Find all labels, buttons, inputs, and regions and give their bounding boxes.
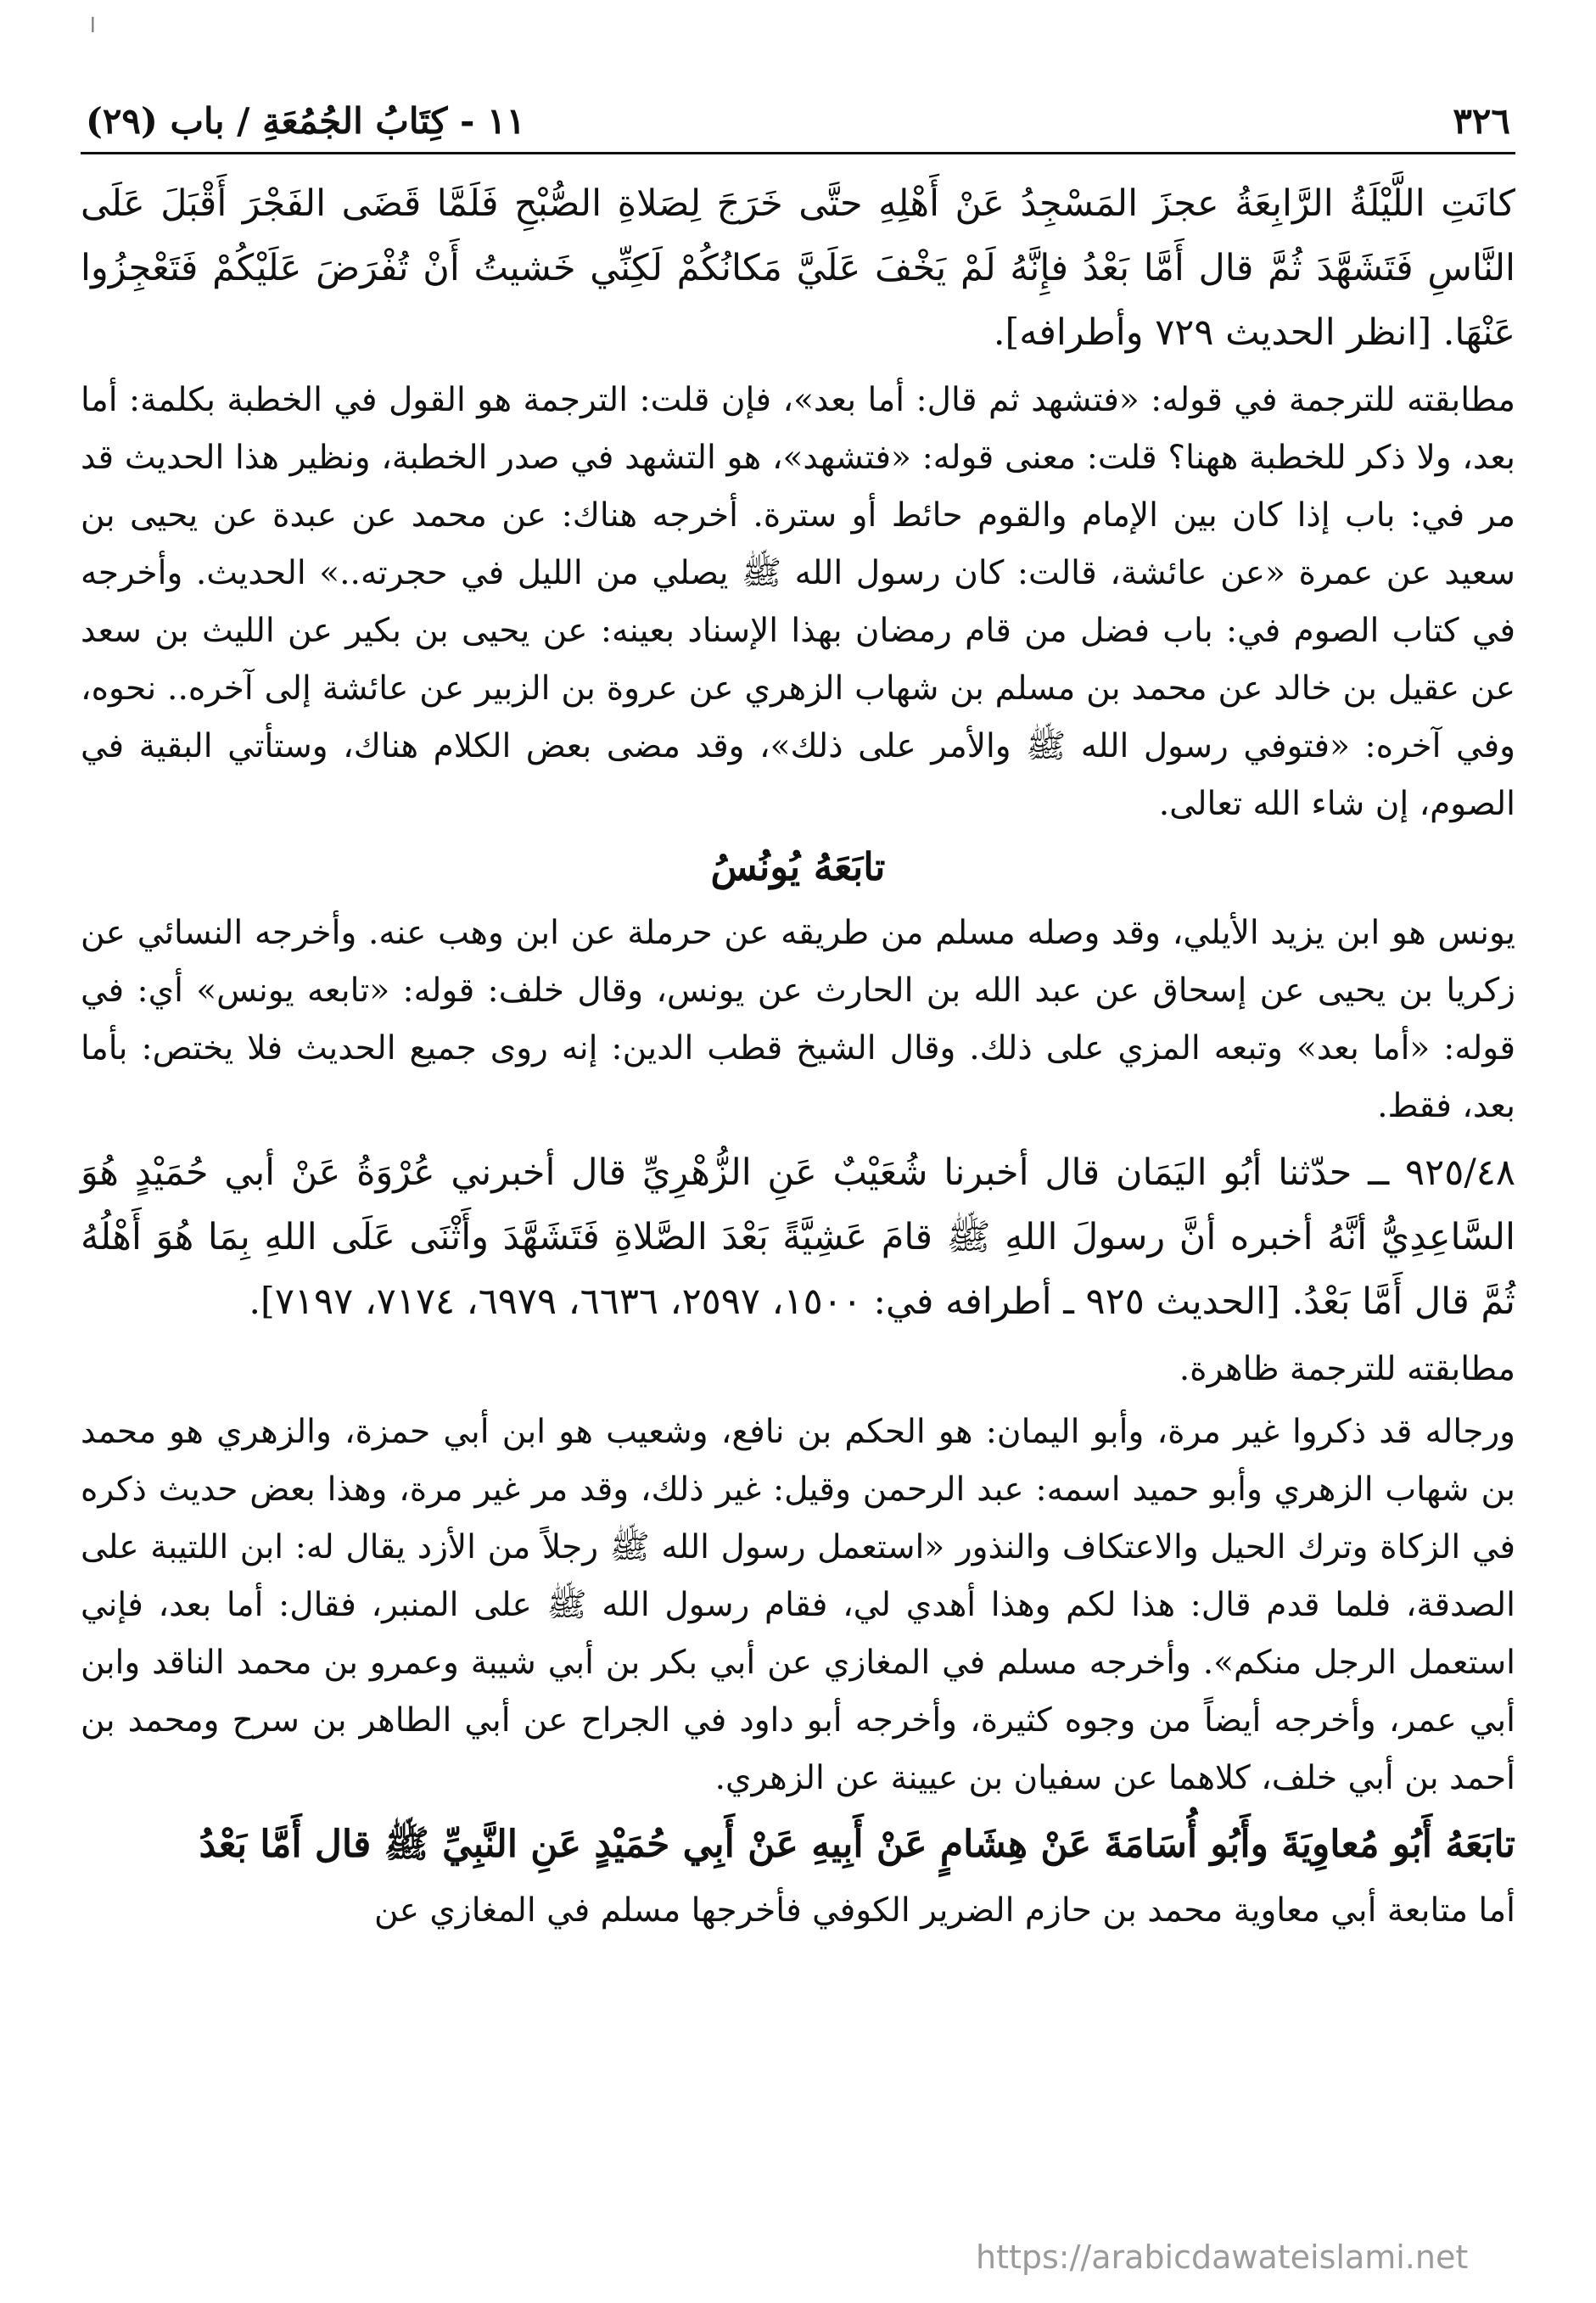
commentary-paragraph: ورجاله قد ذكروا غير مرة، وأبو اليمان: هو الحكم بن نافع، وشعيب هو ابن أبي حمزة، والزهري هو محمد بن شهاب الزهري وأبو حميد اسمه: عبد الرحمن وقيل: غير ذلك، وقد مر غير مرة، وهذا بعض حديث ذكره في الزكاة وترك الحيل والاعتكاف والنذور «استعمل رسول الله ﷺ رجلاً من الأزد يقال له: ابن اللتيبة على الصدقة، فلما قدم قال: هذا لكم وهذا أهدي لي، فقام رسول الله ﷺ على المنبر، فقال: أما بعد، فإني استعمل الرجل منكم». وأخرجه مسلم في المغازي عن أبي بكر بن أبي شيبة وعمرو بن محمد الناقد وابن أبي عمر، وأخرجه أيضاً من وجوه كثيرة، وأخرجه أبو داود في الجراح عن أبي الطاهر بن سرح ومحمد بن أحمد بن أبي خلف، كلاهما عن سفيان بن عيينة عن الزهري. [81,1413,1515,1797]
hadith-continuation: كانَتِ اللَّيْلَةُ الرَّابِعَةُ عجزَ المَسْجِدُ عَنْ أَهْلِهِ حتَّى خَرَجَ لِصَلاةِ الصُّبْحِ فَلَمَّا قَضَى الفَجْرَ أَقْبَلَ عَلَى النَّاسِ فَتَشَهَّدَ ثُمَّ قال أَمَّا بَعْدُ فإِنَّهُ لَمْ يَخْفَ عَلَيَّ مَكانُكُمْ لَكِنِّي خَشيتُ أَنْ تُفْرَضَ عَلَيْكُمْ فَتَعْجِزُوا عَنْهَا. [انظر الحديث ٧٢٩ وأطرافه]. [81,182,1515,354]
page-body [81,171,1515,1940]
page-number: ٣٢٦ [1453,100,1510,142]
subheading-tabaahu-yunus: تابَعَهُ يُونُسُ [710,844,886,889]
watermark-url: https://arabicdawateislami.net [976,2239,1469,2276]
running-header [81,100,1515,154]
corner-mark: ا [90,14,96,37]
commentary-paragraph: يونس هو ابن يزيد الأيلي، وقد وصله مسلم من طريقه عن حرملة عن ابن وهب عنه. وأخرجه النسائي عن زكريا بن يحيى عن إسحاق عن عبد الله بن الحارث عن يونس، وقال خلف: قوله: «تابعه يونس» أي: في قوله: «أما بعد» وتبعه المزي على ذلك. وقال الشيخ قطب الدين: إنه روى جميع الحديث فلا يختص: بأما بعد، فقط. [81,914,1515,1125]
mutaba-line: تابَعَهُ أَبُو مُعاوِيَةَ وأَبُو أُسَامَةَ عَنْ هِشَامٍ عَنْ أَبِيهِ عَنْ أَبِي حُمَيْدٍ عَنِ النَّبِيِّ ﷺ قال أَمَّا بَعْدُ [199,1823,1515,1866]
running-title: ١١ - كِتَابُ الجُمُعَةِ / باب (٢٩) [86,100,526,142]
hadith-925: ٩٢٥/٤٨ ــ حدّثنا أبُو اليَمَان قال أخبرنا شُعَيْبٌ عَنِ الزُّهْرِيِّ قال أخبرني عُرْوَةُ عَنْ أبي حُمَيْدٍ هُوَ السَّاعِدِيُّ أنَّهُ أخبره أنَّ رسولَ اللهِ ﷺ قامَ عَشِيَّةً بَعْدَ الصَّلاةِ فَتَشَهَّدَ وأَثْنَى عَلَى اللهِ بِمَا هُوَ أَهْلُهُ ثُمَّ قال أَمَّا بَعْدُ. [الحديث ٩٢٥ ـ أطرافه في: ١٥٠٠، ٢٥٩٧، ٦٦٣٦، ٦٩٧٩، ٧١٧٤، ٧١٩٧]. [81,1152,1515,1323]
commentary-paragraph: مطابقته للترجمة ظاهرة. [1179,1350,1515,1388]
commentary-paragraph: مطابقته للترجمة في قوله: «فتشهد ثم قال: أما بعد»، فإن قلت: الترجمة هو القول في الخطبة بكلمة: أما بعد، ولا ذكر للخطبة ههنا؟ قلت: معنى قوله: «فتشهد»، هو التشهد في صدر الخطبة، ونظير هذا الحديث قد مر في: باب إذا كان بين الإمام والقوم حائط أو سترة. أخرجه هناك: عن محمد عن عبدة عن يحيى بن سعيد عن عمرة «عن عائشة، قالت: كان رسول الله ﷺ يصلي من الليل في حجرته..» الحديث. وأخرجه في كتاب الصوم في: باب فضل من قام رمضان بهذا الإسناد بعينه: عن يحيى بن بكير عن الليث بن سعد عن عقيل بن خالد عن محمد بن مسلم بن شهاب الزهري عن عروة بن الزبير عن عائشة إلى آخره.. نحوه، وفي آخره: «فتوفي رسول الله ﷺ والأمر على ذلك»، وقد مضى بعض الكلام هناك، وستأتي البقية في الصوم، إن شاء الله تعالى. [81,381,1515,823]
last-paragraph: أما متابعة أبي معاوية محمد بن حازم الضرير الكوفي فأخرجها مسلم في المغازي عن [374,1891,1515,1930]
